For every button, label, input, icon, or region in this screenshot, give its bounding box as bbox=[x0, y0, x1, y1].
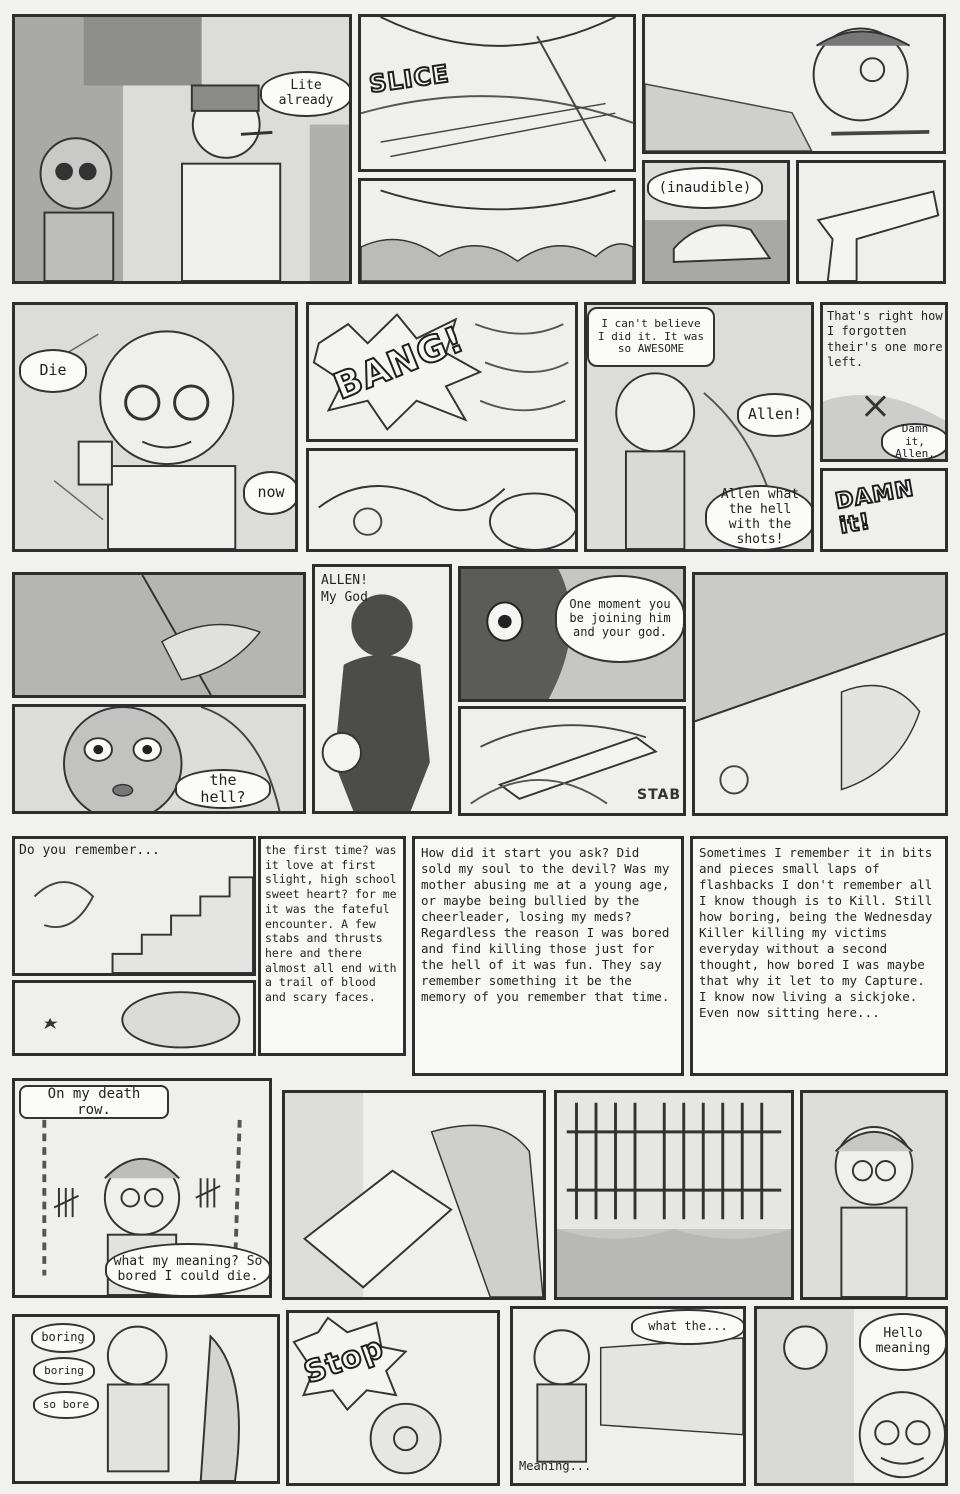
speech-bubble-allen: Allen! bbox=[737, 393, 813, 437]
speech-bubble-what-the: what the... bbox=[631, 1309, 745, 1345]
panel-one-more-left bbox=[820, 302, 948, 462]
stop-burst bbox=[289, 1313, 497, 1483]
fall-drawing bbox=[15, 575, 303, 695]
panel-bullet-impact bbox=[306, 448, 578, 552]
caption-sometimes: Sometimes I remember it in bits and pieces small laps of flashbacks I don't remember all I know though is to Kill. Still how boring, being the Wednesday Killer killing my victims everyday without a second thought, how bored I was maybe that why it let to my Capture. I know now living a sickjoke. Even now sitting here... bbox=[690, 836, 948, 1076]
doorway-drawing bbox=[15, 17, 349, 281]
panel-prisoner-stare bbox=[800, 1090, 948, 1300]
tally-drawing bbox=[285, 1093, 543, 1297]
panel-body-falls bbox=[12, 572, 306, 698]
speech-bubble-allen-what: Allen what the hell with the shots! bbox=[705, 485, 814, 551]
caption-first-time: the first time? was it love at first slight, high school sweet heart? for me it was the fateful encounter. A few stabs and thrusts here and there almost all end with a trail of blood and scary faces. bbox=[258, 836, 406, 1056]
prisoner-drawing bbox=[803, 1093, 945, 1297]
speech-bubble-cant-believe: I can't believe I did it. It was so AWESOME bbox=[587, 307, 715, 367]
panel-excited-killer bbox=[584, 302, 814, 552]
speech-bubble-one-moment: One moment you be joining him and your god. bbox=[555, 575, 685, 663]
caption-meaning: Meaning... bbox=[519, 1459, 592, 1473]
panel-girl-shocked bbox=[12, 704, 306, 814]
bars-drawing bbox=[557, 1093, 791, 1297]
caption-on-my-death-row: On my death row. bbox=[19, 1085, 169, 1119]
killer-drawing bbox=[15, 305, 295, 549]
blood-drawing bbox=[361, 181, 633, 281]
speech-bubble-damn-it-allen: Damn it, Allen. bbox=[881, 423, 948, 461]
fallen-drawing bbox=[15, 983, 253, 1053]
panel-stab bbox=[458, 706, 686, 816]
panel-footstep bbox=[642, 160, 790, 284]
panel-tally-sheet bbox=[282, 1090, 546, 1300]
panel-damn-it bbox=[820, 468, 948, 552]
speech-bubble-hello-meaning: Hello meaning bbox=[859, 1313, 947, 1371]
speech-bubble-inaudible: (inaudible) bbox=[647, 167, 763, 209]
panel-fallen-victim bbox=[12, 980, 256, 1056]
panel-killer-aims bbox=[12, 302, 298, 552]
panel-death-row bbox=[12, 1078, 272, 1298]
caption-how-did-it-start: How did it start you ask? Did sold my soul to the devil? Was my mother abusing me at a young age, or maybe being bullied by the cheerleader, losing my meds? Regardless the reason I was bored and find killing those just for the hell of it was fun. They say remember something it be the memory of you remember that time. bbox=[412, 836, 684, 1076]
panel-shadow-figure bbox=[312, 564, 452, 814]
speech-bubble-die: Die bbox=[19, 349, 87, 393]
panel-victim-face bbox=[642, 14, 946, 154]
speech-bubble-what-my-meaning: what my meaning? So bored I could die. bbox=[105, 1243, 271, 1297]
impact-drawing bbox=[309, 451, 575, 549]
panel-doorway bbox=[12, 14, 352, 284]
panel-man-eye bbox=[458, 566, 686, 702]
speech-bubble-boring-2: boring bbox=[33, 1357, 95, 1385]
gun-drawing bbox=[799, 163, 943, 281]
sfx-bang: BANG! bbox=[328, 318, 471, 409]
speech-bubble-boring-1: boring bbox=[31, 1323, 95, 1353]
panel-bang bbox=[306, 302, 578, 442]
panel-cell-bars bbox=[554, 1090, 794, 1300]
panel-blood-pool bbox=[692, 572, 948, 816]
caption-allen-my-god: ALLEN! My God bbox=[321, 573, 368, 605]
sfx-stab: STAB bbox=[637, 787, 682, 803]
panel-stairs bbox=[12, 836, 256, 976]
speech-bubble-lite-already: Lite already bbox=[260, 71, 352, 117]
panel-gun-closeup bbox=[796, 160, 946, 284]
caption-thats-right: That's right how I forgotten their's one more left. bbox=[827, 309, 943, 370]
speech-bubble-now: now bbox=[243, 471, 298, 515]
panel-slice-top bbox=[358, 14, 636, 172]
panel-stop bbox=[286, 1310, 500, 1486]
panel-what-the bbox=[510, 1306, 746, 1486]
panel-boring bbox=[12, 1314, 280, 1484]
sfx-damn-it: DAMN it! bbox=[833, 476, 917, 540]
speech-bubble-the-hell: the hell? bbox=[175, 769, 271, 809]
blood-pool-drawing bbox=[695, 575, 945, 813]
panel-blood-spill bbox=[358, 178, 636, 284]
sfx-stop: Stop bbox=[299, 1330, 389, 1391]
speech-bubble-sobore: so bore bbox=[33, 1391, 99, 1419]
caption-do-you-remember: Do you remember... bbox=[19, 843, 160, 858]
panel-hello-meaning bbox=[754, 1306, 948, 1486]
sfx-slice: SLICE bbox=[367, 59, 452, 99]
victim-drawing bbox=[645, 17, 943, 151]
